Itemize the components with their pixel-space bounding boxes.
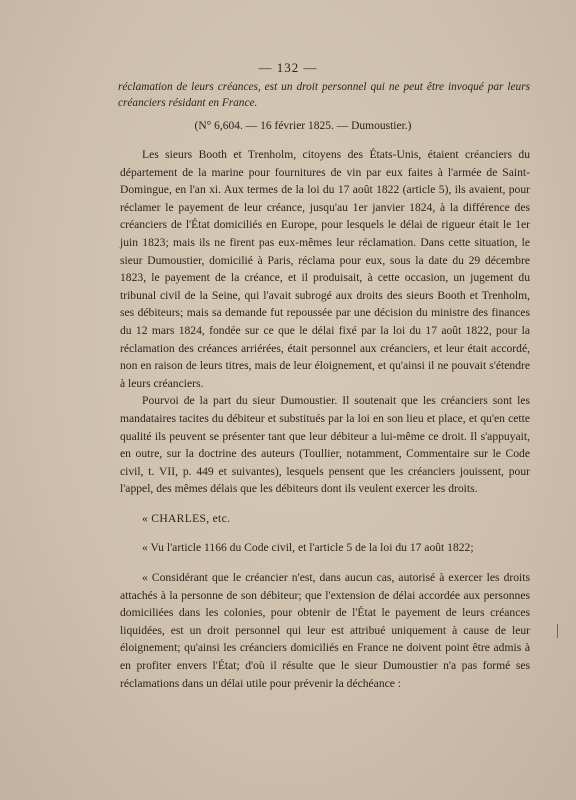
paragraph-vu: « Vu l'article 1166 du Code civil, et l'article 5 de la loi du 17 août 1822; bbox=[142, 541, 474, 555]
page-number: — 132 — bbox=[258, 60, 318, 75]
body-text bbox=[120, 146, 530, 692]
paragraph-charles: « CHARLES, etc. bbox=[142, 511, 231, 525]
margin-mark bbox=[557, 624, 558, 638]
summary-italic: réclamation de leurs créances, est un droit personnel qui ne peut être invoqué par leurs créanciers résidant en France. bbox=[118, 81, 530, 109]
paragraph-considerant: « Considérant que le créancier n'est, dans aucun cas, autorisé à exercer les droits attachés à la personne de son débiteur; que l'extension de délai accordée aux personnes domiciliées dans les colonies, pour obtenir de l'État le payement de leurs créances liquidées, est un droit personnel qui leur est attribué uniquement à cause de leur éloignement; qu'ainsi les créanciers domiciliés en France ne doivent point être admis à en profiter envers l'État; d'où il résulte que le sieur Dumoustier n'a pas formé ses réclamations dans un délai utile pour prévenir la déchéance : bbox=[120, 571, 530, 690]
paragraph-facts: Les sieurs Booth et Trenholm, citoyens des États-Unis, étaient créanciers du département de la marine pour fournitures de vin par eux faites à l'armée de Saint-Domingue, en l'an xi. Aux termes de la loi du 17 août 1822 (article 5), ils avaient, pour réclamer le payement de leur créance, jusqu'au 1er janvier 1824, à la différence des créanciers de l'État domiciliés en Europe, pour lesquels le délai de rigueur était le 1er juin 1823; mais ils ne firent pas eux-mêmes leur réclamation. Dans cette situation, le sieur Dumoustier, domicilié à Paris, réclama pour eux, sous la date du 29 décembre 1823, le payement de la créance, et il produisait, à cette occasion, un jugement du tribunal civil de la Seine, qui l'avait subrogé aux droits des sieurs Booth et Trenholm, ses débiteurs; mais sa demande fut repoussée par une décision du ministre des finances du 12 mars 1824, fondée sur ce que le délai fixé par la loi du 17 août 1822, pour la réclamation des créances arriérées, était personnel aux créanciers, et leur était accordé, non en raison de leurs titres, mais de leur éloignement, et qu'ainsi il ne pouvait s'étendre à leurs créanciers. bbox=[120, 148, 530, 390]
case-citation: (N° 6,604. — 16 février 1825. — Dumoustier.) bbox=[194, 120, 412, 132]
paragraph-appeal: Pourvoi de la part du sieur Dumoustier. Il soutenait que les créanciers sont les mandataires tacites du débiteur et substitués par la loi en son lieu et place, et qu'en cette qualité ils peuvent se présenter tant que leur débiteur a lui-même ce droit. Il s'appuyait, en outre, sur la doctrine des auteurs (Toullier, notamment, Commentaire sur le Code civil, t. VII, p. 449 et suivantes), lesquels pensent que les créanciers jouissent, pour l'appel, des mêmes délais que les débiteurs dont ils veulent exercer les droits. bbox=[120, 394, 530, 496]
